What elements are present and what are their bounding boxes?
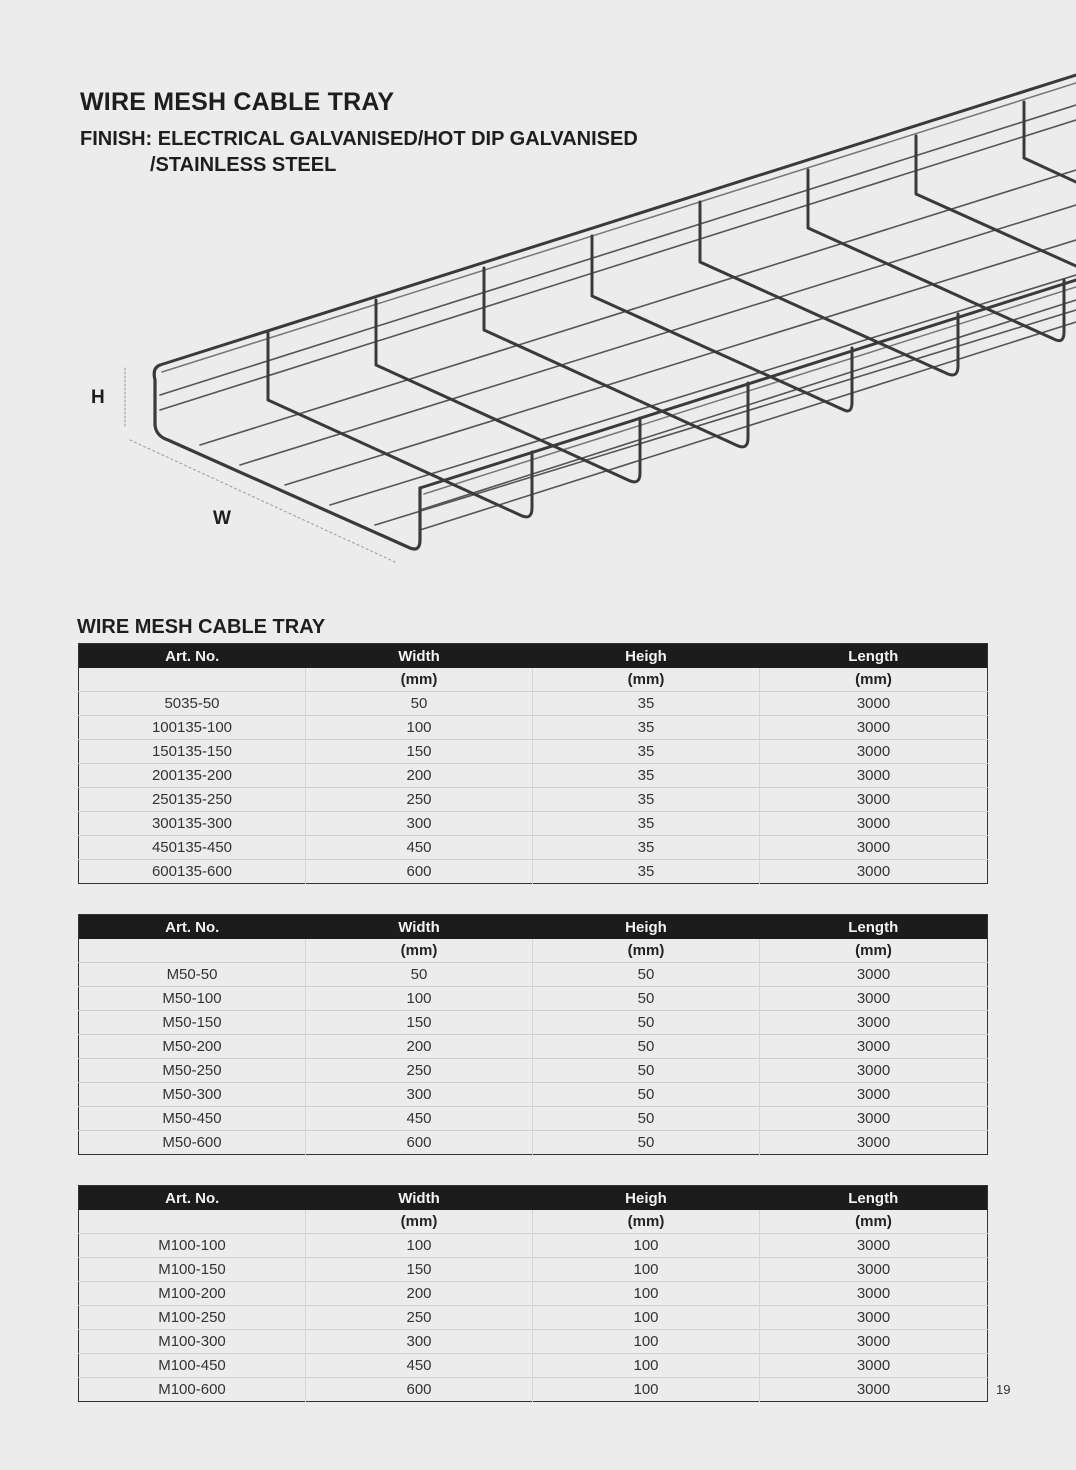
col-length: Length	[760, 644, 988, 669]
col-art-no: Art. No.	[79, 915, 306, 940]
width-cell: 150	[306, 1258, 533, 1282]
spec-table-m100	[78, 1185, 988, 1402]
length-cell: 3000	[760, 1282, 988, 1306]
width-cell: 100	[306, 1234, 533, 1258]
table-row	[79, 1306, 988, 1330]
length-cell: 3000	[760, 740, 988, 764]
height-cell: 50	[533, 987, 760, 1011]
col-width: Width	[306, 644, 533, 669]
table-row	[79, 1011, 988, 1035]
art-no-cell: M100-100	[79, 1234, 306, 1258]
height-cell: 35	[533, 764, 760, 788]
width-cell: 300	[306, 812, 533, 836]
length-cell: 3000	[760, 1354, 988, 1378]
art-no-cell: M100-600	[79, 1378, 306, 1402]
art-no-cell: 200135-200	[79, 764, 306, 788]
col-width: Width	[306, 1186, 533, 1211]
table-header-row	[79, 644, 988, 669]
length-cell: 3000	[760, 1059, 988, 1083]
height-cell: 100	[533, 1234, 760, 1258]
width-cell: 50	[306, 963, 533, 987]
table-row	[79, 788, 988, 812]
width-cell: 50	[306, 692, 533, 716]
section-title: WIRE MESH CABLE TRAY	[77, 616, 326, 638]
table-header-row	[79, 1186, 988, 1211]
unit-cell: (mm)	[306, 939, 533, 963]
table-row	[79, 963, 988, 987]
art-no-cell: M50-50	[79, 963, 306, 987]
height-cell: 50	[533, 1011, 760, 1035]
table-row	[79, 1234, 988, 1258]
height-cell: 50	[533, 1107, 760, 1131]
art-no-cell: M50-150	[79, 1011, 306, 1035]
length-cell: 3000	[760, 1131, 988, 1155]
width-cell: 300	[306, 1330, 533, 1354]
length-cell: 3000	[760, 788, 988, 812]
height-cell: 100	[533, 1378, 760, 1402]
table-row	[79, 1330, 988, 1354]
unit-cell: (mm)	[533, 668, 760, 692]
width-cell: 100	[306, 716, 533, 740]
height-cell: 50	[533, 1059, 760, 1083]
length-cell: 3000	[760, 987, 988, 1011]
height-cell: 50	[533, 1131, 760, 1155]
length-cell: 3000	[760, 1011, 988, 1035]
art-no-cell: 450135-450	[79, 836, 306, 860]
height-cell: 50	[533, 1083, 760, 1107]
art-no-cell: M100-200	[79, 1282, 306, 1306]
length-cell: 3000	[760, 1258, 988, 1282]
table-header-row	[79, 915, 988, 940]
col-art-no: Art. No.	[79, 644, 306, 669]
width-cell: 200	[306, 764, 533, 788]
art-no-cell: M50-300	[79, 1083, 306, 1107]
unit-cell: (mm)	[533, 939, 760, 963]
length-cell: 3000	[760, 860, 988, 884]
length-cell: 3000	[760, 963, 988, 987]
height-cell: 35	[533, 836, 760, 860]
art-no-cell: M50-250	[79, 1059, 306, 1083]
col-width: Width	[306, 915, 533, 940]
art-no-cell: 5035-50	[79, 692, 306, 716]
width-cell: 450	[306, 836, 533, 860]
page-title: WIRE MESH CABLE TRAY	[80, 88, 395, 116]
art-no-cell: 100135-100	[79, 716, 306, 740]
width-cell: 600	[306, 1131, 533, 1155]
art-no-cell: 250135-250	[79, 788, 306, 812]
height-cell: 100	[533, 1354, 760, 1378]
art-no-cell: 600135-600	[79, 860, 306, 884]
art-no-cell: M50-450	[79, 1107, 306, 1131]
art-no-cell: 150135-150	[79, 740, 306, 764]
unit-cell	[79, 668, 306, 692]
table-row	[79, 692, 988, 716]
width-cell: 200	[306, 1282, 533, 1306]
art-no-cell: M100-300	[79, 1330, 306, 1354]
width-cell: 100	[306, 987, 533, 1011]
length-cell: 3000	[760, 836, 988, 860]
height-cell: 35	[533, 812, 760, 836]
col-length: Length	[760, 915, 988, 940]
length-cell: 3000	[760, 1378, 988, 1402]
height-cell: 35	[533, 692, 760, 716]
width-cell: 250	[306, 788, 533, 812]
art-no-cell: M50-600	[79, 1131, 306, 1155]
table-row	[79, 836, 988, 860]
table-row	[79, 1083, 988, 1107]
length-cell: 3000	[760, 1035, 988, 1059]
table-row	[79, 1282, 988, 1306]
height-label: H	[91, 387, 105, 408]
width-cell: 600	[306, 860, 533, 884]
col-height: Heigh	[533, 1186, 760, 1211]
width-cell: 450	[306, 1354, 533, 1378]
length-cell: 3000	[760, 716, 988, 740]
width-cell: 250	[306, 1306, 533, 1330]
table-row	[79, 1354, 988, 1378]
unit-cell: (mm)	[533, 1210, 760, 1234]
length-cell: 3000	[760, 812, 988, 836]
unit-cell: (mm)	[760, 1210, 988, 1234]
height-cell: 100	[533, 1306, 760, 1330]
width-cell: 250	[306, 1059, 533, 1083]
unit-cell: (mm)	[306, 1210, 533, 1234]
length-cell: 3000	[760, 692, 988, 716]
art-no-cell: M50-100	[79, 987, 306, 1011]
table-row	[79, 1258, 988, 1282]
unit-cell: (mm)	[306, 668, 533, 692]
table-row	[79, 1131, 988, 1155]
width-cell: 150	[306, 740, 533, 764]
art-no-cell: M100-150	[79, 1258, 306, 1282]
length-cell: 3000	[760, 1234, 988, 1258]
unit-cell: (mm)	[760, 668, 988, 692]
width-cell: 200	[306, 1035, 533, 1059]
height-cell: 100	[533, 1330, 760, 1354]
height-cell: 35	[533, 740, 760, 764]
length-cell: 3000	[760, 1306, 988, 1330]
col-art-no: Art. No.	[79, 1186, 306, 1211]
table-row	[79, 1107, 988, 1131]
art-no-cell: M100-250	[79, 1306, 306, 1330]
width-label: W	[213, 508, 231, 529]
table-row	[79, 987, 988, 1011]
table-row	[79, 860, 988, 884]
table-row	[79, 1059, 988, 1083]
width-cell: 600	[306, 1378, 533, 1402]
table-row	[79, 764, 988, 788]
spec-table-m50	[78, 914, 988, 1155]
height-cell: 35	[533, 788, 760, 812]
unit-cell: (mm)	[760, 939, 988, 963]
length-cell: 3000	[760, 1083, 988, 1107]
spec-table-35	[78, 643, 988, 884]
width-cell: 300	[306, 1083, 533, 1107]
table-row	[79, 1035, 988, 1059]
table-row	[79, 1378, 988, 1402]
height-cell: 35	[533, 716, 760, 740]
height-cell: 100	[533, 1282, 760, 1306]
table-row	[79, 740, 988, 764]
units-row	[79, 939, 988, 963]
unit-cell	[79, 1210, 306, 1234]
units-row	[79, 668, 988, 692]
length-cell: 3000	[760, 1107, 988, 1131]
finish-line-1: FINISH: ELECTRICAL GALVANISED/HOT DIP GALVANISED	[80, 128, 638, 150]
col-height: Heigh	[533, 915, 760, 940]
art-no-cell: M100-450	[79, 1354, 306, 1378]
page-number: 19	[996, 1382, 1011, 1397]
width-cell: 150	[306, 1011, 533, 1035]
length-cell: 3000	[760, 1330, 988, 1354]
table-row	[79, 716, 988, 740]
height-cell: 50	[533, 1035, 760, 1059]
height-cell: 100	[533, 1258, 760, 1282]
art-no-cell: 300135-300	[79, 812, 306, 836]
finish-line-2: /STAINLESS STEEL	[150, 154, 337, 176]
col-length: Length	[760, 1186, 988, 1211]
height-cell: 35	[533, 860, 760, 884]
length-cell: 3000	[760, 764, 988, 788]
art-no-cell: M50-200	[79, 1035, 306, 1059]
cable-tray-illustration	[0, 60, 1076, 600]
units-row	[79, 1210, 988, 1234]
unit-cell	[79, 939, 306, 963]
height-cell: 50	[533, 963, 760, 987]
table-row	[79, 812, 988, 836]
width-cell: 450	[306, 1107, 533, 1131]
col-height: Heigh	[533, 644, 760, 669]
